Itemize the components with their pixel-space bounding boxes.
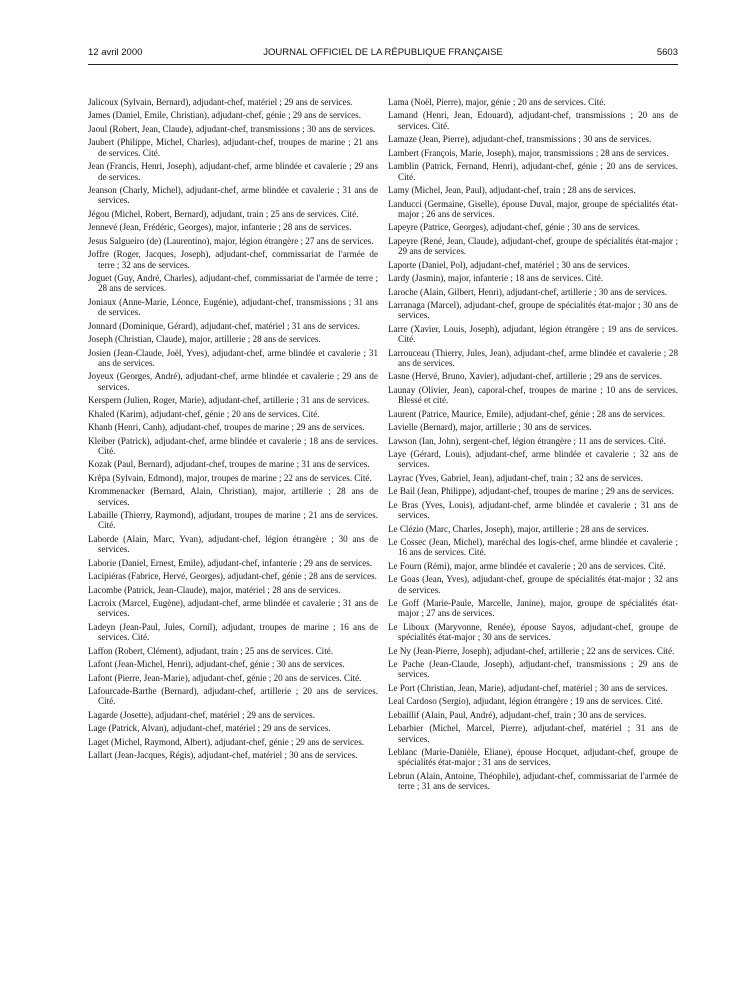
citation-entry: Lambert (François, Marie, Joseph), major, transmissions ; 28 ans de services. [388, 147, 669, 158]
citation-entry: Jennevé (Jean, Frédéric, Georges), major, infanterie ; 28 ans de services. [88, 222, 352, 233]
citation-entry: Lafourcade-Barthe (Bernard), adjudant-chef, artillerie ; 20 ans de services. Cité. [88, 686, 378, 707]
citation-entry: Larre (Xavier, Louis, Joseph), adjudant, légion étrangère ; 19 ans de services. Cité. [388, 323, 678, 345]
citation-entry: Le Cossec (Jean, Michel), maréchal des logis-chef, arme blindée et cavalerie ; 16 ans de services. Cité. [388, 537, 678, 558]
citation-entry: Lama (Noël, Pierre), major, génie ; 20 ans de services. Cité. [388, 97, 606, 107]
right-column [388, 97, 678, 795]
citation-entry: Jalicoux (Sylvain, Bernard), adjudant-chef, matériel ; 29 ans de services. [88, 97, 353, 107]
citation-entry: Lacombe (Patrick, Jean-Claude), major, matériel ; 28 ans de services. [88, 584, 341, 595]
citation-entry: Laget (Michel, Raymond, Albert), adjudant-chef, génie ; 29 ans de services. [88, 736, 365, 747]
citation-entry: Lapeyre (René, Jean, Claude), adjudant-chef, groupe de spécialités état-major ; 29 ans de services. [388, 235, 678, 257]
citation-entry: Laporte (Daniel, Pol), adjudant-chef, matériel ; 30 ans de services. [388, 259, 630, 270]
citation-entry: Layrac (Yves, Gabriel, Jean), adjudant-chef, train ; 32 ans de services. [388, 472, 643, 483]
citation-entry: Lallart (Jean-Jacques, Régis), adjudant-chef, matériel ; 30 ans de services. [88, 750, 358, 761]
citation-entry: Krommenacker (Bernard, Alain, Christian), major, artillerie ; 28 ans de services. [88, 486, 378, 507]
citation-entry: Lapeyre (Patrice, Georges), adjudant-chef, génie ; 30 ans de services. [388, 222, 641, 233]
citation-entry: Le Fourn (Rémi), major, arme blindée et cavalerie ; 20 ans de services. Cité. [388, 560, 666, 571]
citation-entry: Landucci (Germaine, Giselle), épouse Duval, major, groupe de spécialités état-major ; 26 ans de services. [388, 198, 678, 219]
citation-entry: Labaille (Thierry, Raymond), adjudant, troupes de marine ; 21 ans de services. Cité. [88, 510, 378, 531]
citation-entry: Le Bras (Yves, Louis), adjudant-chef, arme blindée et cavalerie ; 31 ans de services. [388, 499, 678, 521]
citation-entry: Lacroix (Marcel, Eugène), adjudant-chef, arme blindée et cavalerie ; 31 ans de services. [88, 598, 378, 619]
citation-entry: Jonnard (Dominique, Gérard), adjudant-chef, matériel ; 31 ans de services. [88, 320, 360, 331]
citation-entry: Le Ny (Jean-Pierre, Joseph), adjudant-chef, artillerie ; 22 ans de services. Cité. [388, 645, 675, 656]
citation-entry: Lamaze (Jean, Pierre), adjudant-chef, transmissions ; 30 ans de services. [388, 134, 652, 145]
citation-entry: Jaubert (Philippe, Michel, Charles), adjudant-chef, troupes de marine ; 21 ans de services. Cité. [88, 137, 378, 158]
citation-entry: Joguet (Guy, André, Charles), adjudant-chef, commissariat de l'armée de terre ; 28 ans de services. [88, 273, 378, 294]
citation-entry: Khaled (Karim), adjudant-chef, génie ; 20 ans de services. Cité. [88, 408, 320, 419]
page-number: 5603 [656, 47, 678, 58]
citation-entry: Le Port (Christian, Jean, Marie), adjudant-chef, matériel ; 30 ans de services. [388, 682, 668, 693]
citation-entry: Josien (Jean-Claude, Joël, Yves), adjudant-chef, arme blindée et cavalerie ; 31 ans de services. [88, 347, 378, 368]
citation-entry: Lamy (Michel, Jean, Paul), adjudant-chef, train ; 28 ans de services. [388, 185, 636, 196]
citation-entry: Lebarbier (Michel, Marcel, Pierre), adjudant-chef, matériel ; 31 ans de services. [388, 723, 678, 744]
citation-entry: Lamblin (Patrick, Fernand, Henri), adjudant-chef, génie ; 20 ans de services. Cité. [388, 161, 678, 182]
citation-entry: Lacipiéras (Fabrice, Hervé, Georges), adjudant-chef, génie ; 28 ans de services. [88, 571, 377, 582]
citation-entry: Kleiber (Patrick), adjudant-chef, arme blindée et cavalerie ; 18 ans de services. Cité. [88, 435, 378, 456]
citation-entry: Joniaux (Anne-Marie, Léonce, Eugénie), adjudant-chef, transmissions ; 31 ans de services. [88, 296, 378, 318]
citation-entry: Kozak (Paul, Bernard), adjudant-chef, troupes de marine ; 31 ans de services. [88, 459, 370, 470]
citation-entry: Jégou (Michel, Robert, Bernard), adjudant, train ; 25 ans de services. Cité. [88, 208, 359, 219]
citation-entry: Le Bail (Jean, Philippe), adjudant-chef, troupes de marine ; 29 ans de services. [388, 486, 674, 497]
citation-entry: Laroche (Alain, Gilbert, Henri), adjudant-chef, artillerie ; 30 ans de services. [388, 286, 668, 297]
citation-entry: James (Daniel, Emile, Christian), adjudant-chef, génie ; 29 ans de services. [88, 110, 361, 121]
citation-entry: Jean (Francis, Henri, Joseph), adjudant-chef, arme blindée et cavalerie ; 29 ans de services. [88, 161, 378, 182]
citation-entry: Lagarde (Josette), adjudant-chef, matériel ; 29 ans de services. [88, 709, 315, 720]
citation-entry: Larranaga (Marcel), adjudant-chef, groupe de spécialités état-major ; 30 ans de services. [388, 300, 678, 321]
citation-entry: Lardy (Jasmin), major, infanterie ; 18 ans de services. Cité. [388, 273, 604, 284]
citation-entry: Lamand (Henri, Jean, Edouard), adjudant-chef, transmissions ; 20 ans de services. Cité. [388, 110, 678, 131]
citation-entry: Jeanson (Charly, Michel), adjudant-chef, arme blindée et cavalerie ; 31 ans de services. [88, 185, 378, 206]
citation-entry: Joyeux (Georges, André), adjudant-chef, arme blindée et cavalerie ; 29 ans de services. [88, 371, 378, 392]
citation-entry: Lawson (Ian, John), sergent-chef, légion étrangère ; 11 ans de services. Cité. [388, 435, 666, 446]
header-date: 12 avril 2000 [88, 47, 143, 58]
citation-entry: Larrouceau (Thierry, Jules, Jean), adjudant-chef, arme blindée et cavalerie ; 28 ans de services. [388, 347, 678, 368]
citation-entry: Launay (Olivier, Jean), caporal-chef, troupes de marine ; 10 ans de services. Blessé et cité. [388, 384, 678, 406]
citation-entry: Leblanc (Marie-Danièle, Eliane), épouse Hocquet, adjudant-chef, groupe de spécialités état-major ; 31 ans de services. [388, 747, 678, 768]
citation-entry: Krêpa (Sylvain, Edmond), major, troupes de marine ; 22 ans de services. Cité. [88, 472, 372, 483]
citation-entry: Laurent (Patrice, Maurice, Emile), adjudant-chef, génie ; 28 ans de services. [388, 408, 665, 419]
citation-entry: Le Goas (Jean, Yves), adjudant-chef, groupe de spécialités état-major ; 32 ans de services. [388, 574, 678, 595]
citation-entry: Khanh (Henri, Canh), adjudant-chef, troupes de marine ; 29 ans de services. [88, 422, 365, 433]
citation-entry: Lebrun (Alain, Antoine, Théophile), adjudant-chef, commissariat de l'armée de terre ; 31 ans de services. [388, 770, 678, 792]
header-rule [88, 64, 678, 65]
citation-entry: Laborde (Alain, Marc, Yvan), adjudant-chef, légion étrangère ; 30 ans de services. [88, 533, 378, 555]
citation-entry: Laffon (Robert, Clément), adjudant, train ; 25 ans de services. Cité. [88, 645, 334, 656]
citation-entry: Laye (Gérard, Louis), adjudant-chef, arme blindée et cavalerie ; 32 ans de services. [388, 449, 678, 470]
citation-entry: Kerspern (Julien, Roger, Marie), adjudant-chef, artillerie ; 31 ans de services. [88, 395, 370, 406]
citation-entry: Le Pache (Jean-Claude, Joseph), adjudant-chef, transmissions ; 29 ans de services. [388, 659, 678, 680]
citation-entry: Joffre (Roger, Jacques, Joseph), adjudant-chef, commissariat de l'armée de terre ; 32 ans de services. [88, 249, 378, 270]
page-header [88, 47, 678, 63]
citation-entry: Le Liboux (Maryvonne, Renée), épouse Sayos, adjudant-chef, groupe de spécialités état-major ; 30 ans de services. [388, 621, 678, 643]
citation-entry: Laborie (Daniel, Ernest, Emile), adjudant-chef, infanterie ; 29 ans de services. [88, 557, 373, 568]
citation-entry: Lage (Patrick, Alvan), adjudant-chef, matériel ; 29 ans de services. [88, 723, 331, 734]
journal-title: JOURNAL OFFICIEL DE LA RÉPUBLIQUE FRANÇAISE [263, 47, 503, 58]
citation-entry: Lasne (Hervé, Bruno, Xavier), adjudant-chef, artillerie ; 29 ans de services. [388, 371, 662, 382]
citation-entry: Jaoul (Robert, Jean, Claude), adjudant-chef, transmissions ; 30 ans de services. [88, 123, 376, 134]
citation-entry: Le Clézio (Marc, Charles, Joseph), major, artillerie ; 28 ans de services. [388, 523, 649, 534]
citation-entry: Lavielle (Bernard), major, artillerie ; 30 ans de services. [388, 422, 592, 433]
citation-entry: Le Goff (Marie-Paule, Marcelle, Janine), major, groupe de spécialités état-major ; 27 ans de services. [388, 598, 678, 619]
citation-entry: Lebaillif (Alain, Paul, André), adjudant-chef, train ; 30 ans de services. [388, 709, 647, 720]
left-column [88, 97, 378, 764]
citation-entry: Leal Cardoso (Sergio), adjudant, légion étrangère ; 19 ans de services. Cité. [388, 696, 663, 707]
citation-entry: Ladeyn (Jean-Paul, Jules, Cornil), adjudant, troupes de marine ; 16 ans de services. Cité. [88, 621, 378, 643]
citation-entry: Jesus Salgueiro (de) (Laurentino), major, légion étrangère ; 27 ans de services. [88, 235, 374, 246]
citation-entry: Joseph (Christian, Claude), major, artillerie ; 28 ans de services. [88, 334, 321, 345]
citation-entry: Lafont (Pierre, Jean-Marie), adjudant-chef, génie ; 20 ans de services. Cité. [88, 672, 362, 683]
citation-entry: Lafont (Jean-Michel, Henri), adjudant-chef, génie ; 30 ans de services. [88, 659, 345, 670]
